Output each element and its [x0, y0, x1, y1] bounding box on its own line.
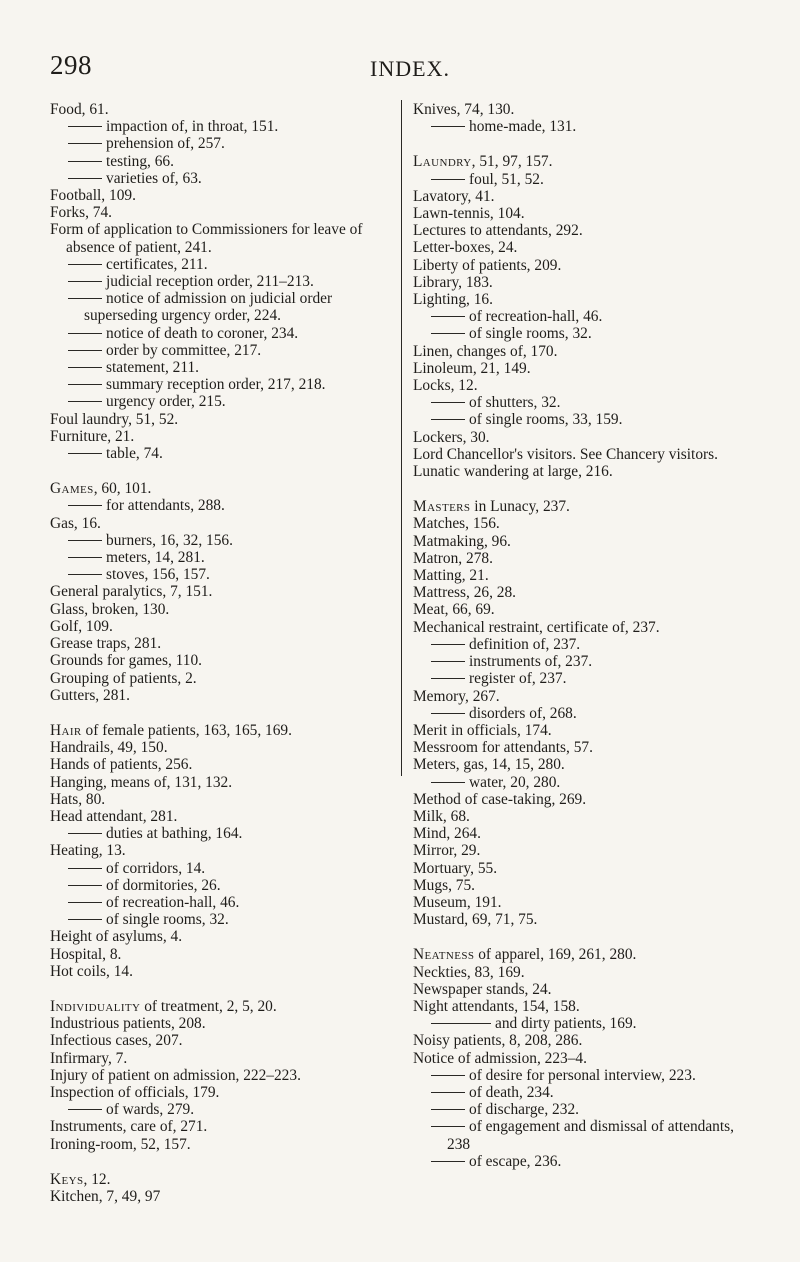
index-subentry	[413, 1084, 759, 1101]
entry-text: Industrious patients, 208.	[50, 1015, 206, 1033]
section-initial-word: Games	[50, 480, 94, 498]
index-subentry	[413, 705, 759, 722]
section-gap	[413, 480, 759, 498]
index-entry	[413, 274, 759, 291]
index-entry	[50, 946, 390, 963]
entry-text: Football, 109.	[50, 187, 136, 205]
entry-text: of single rooms, 32.	[106, 911, 229, 929]
ditto-dash	[68, 919, 102, 920]
index-entry	[413, 1050, 759, 1067]
entry-text: Matches, 156.	[413, 515, 500, 533]
index-entry	[413, 722, 759, 739]
entry-text: Method of case-taking, 269.	[413, 790, 587, 808]
entry-text: Meters, gas, 14, 15, 280.	[413, 756, 565, 774]
index-entry	[413, 688, 759, 705]
index-entry	[50, 1032, 390, 1049]
index-subentry	[50, 1101, 390, 1118]
section-gap	[50, 980, 390, 998]
index-subentry	[50, 566, 390, 583]
index-entry	[50, 411, 390, 428]
entry-text: table, 74.	[106, 445, 163, 463]
entry-text: Linoleum, 21, 149.	[413, 359, 531, 377]
index-entry	[50, 842, 390, 859]
index-entry	[50, 774, 390, 791]
section-gap	[50, 1153, 390, 1171]
entry-text: judicial reception order, 211–213.	[106, 273, 314, 291]
page-number: 298	[50, 50, 92, 80]
index-subentry	[413, 653, 759, 670]
index-entry	[50, 687, 390, 704]
index-subentry	[50, 118, 390, 135]
entry-text: of shutters, 32.	[469, 394, 561, 412]
entry-text: Foul laundry, 51, 52.	[50, 410, 179, 428]
index-entry	[413, 842, 759, 859]
ditto-dash	[68, 833, 102, 834]
section-initial-word: Keys	[50, 1170, 84, 1188]
entry-text: burners, 16, 32, 156.	[106, 531, 233, 549]
section-gap	[50, 704, 390, 722]
entry-text: of death, 234.	[469, 1083, 554, 1101]
ditto-dash	[431, 333, 465, 334]
entry-text: summary reception order, 217, 218.	[106, 376, 326, 394]
index-entry	[413, 911, 759, 928]
index-subentry	[50, 256, 390, 273]
ditto-dash	[68, 574, 102, 575]
index-subentry	[50, 135, 390, 152]
index-entry	[413, 877, 759, 894]
index-subentry	[413, 1101, 759, 1118]
entry-text: Linen, changes of, 170.	[413, 342, 558, 360]
index-subentry	[413, 118, 759, 135]
entry-text: Grounds for games, 110.	[50, 652, 203, 670]
ditto-dash	[431, 644, 465, 645]
entry-text: statement, 211.	[106, 359, 200, 377]
index-subentry	[50, 376, 390, 393]
entry-text: in Lunacy, 237.	[470, 498, 570, 516]
entry-text: home-made, 131.	[469, 118, 577, 136]
index-subentry	[50, 273, 390, 290]
entry-text: Injury of patient on admission, 222–223.	[50, 1066, 301, 1084]
section-initial-word: Hair	[50, 721, 82, 739]
entry-text: Mechanical restraint, certificate of, 237.	[413, 618, 660, 636]
entry-text: Head attendant, 281.	[50, 807, 178, 825]
index-entry	[50, 221, 390, 255]
index-entry	[50, 928, 390, 945]
index-subentry	[50, 549, 390, 566]
entry-text: for attendants, 288.	[106, 497, 225, 515]
ditto-dash	[431, 661, 465, 662]
ditto-dash	[431, 179, 465, 180]
index-subentry	[50, 445, 390, 462]
index-entry	[50, 187, 390, 204]
index-entry	[50, 756, 390, 773]
entry-text: , 12.	[83, 1170, 111, 1188]
index-column-right	[413, 101, 759, 1170]
index-subentry	[50, 532, 390, 549]
ditto-dash	[68, 453, 102, 454]
index-subentry	[50, 359, 390, 376]
entry-text: Meat, 66, 69.	[413, 601, 495, 619]
entry-text: General paralytics, 7, 151.	[50, 583, 213, 601]
entry-text: Mattress, 26, 28.	[413, 584, 517, 602]
ditto-dash	[431, 1075, 465, 1076]
ditto-dash	[68, 281, 102, 282]
index-entry	[413, 825, 759, 842]
entry-text: Lighting, 16.	[413, 291, 493, 309]
entry-text: of desire for personal interview, 223.	[469, 1066, 696, 1084]
entry-text: Ironing-room, 52, 157.	[50, 1135, 191, 1153]
index-entry	[50, 480, 390, 497]
section-initial-word: Individuality	[50, 997, 141, 1015]
index-entry	[413, 291, 759, 308]
index-subentry	[50, 860, 390, 877]
index-entry	[413, 894, 759, 911]
index-entry	[413, 584, 759, 601]
index-subentry	[50, 825, 390, 842]
section-initial-word: Neatness	[413, 946, 475, 964]
entry-text: duties at bathing, 164.	[106, 825, 243, 843]
entry-text: of single rooms, 32.	[469, 325, 592, 343]
entry-text: of single rooms, 33, 159.	[469, 411, 623, 429]
index-subentry	[50, 393, 390, 410]
entry-text: order by committee, 217.	[106, 341, 262, 359]
entry-text: Lectures to attendants, 292.	[413, 222, 583, 240]
entry-text: certificates, 211.	[106, 255, 208, 273]
entry-text: disorders of, 268.	[469, 704, 577, 722]
index-entry	[413, 222, 759, 239]
entry-text: Instruments, care of, 271.	[50, 1118, 208, 1136]
index-entry	[50, 652, 390, 669]
ditto-dash	[68, 505, 102, 506]
entry-text: Memory, 267.	[413, 687, 500, 705]
entry-text: of treatment, 2, 5, 20.	[140, 997, 277, 1015]
index-entry	[50, 1171, 390, 1188]
entry-text: Form of application to Commissioners for leave of absence of patient, 241.	[50, 221, 363, 256]
entry-text: of wards, 279.	[106, 1101, 195, 1119]
index-entry	[50, 722, 390, 739]
ditto-dash	[431, 126, 465, 127]
entry-text: Hospital, 8.	[50, 945, 122, 963]
entry-text: Hanging, means of, 131, 132.	[50, 773, 233, 791]
index-entry	[413, 998, 759, 1015]
index-entry	[413, 463, 759, 480]
ditto-dash	[431, 678, 465, 679]
index-entry	[413, 153, 759, 170]
entry-text: of dormitories, 26.	[106, 876, 221, 894]
entry-text: Hot coils, 14.	[50, 962, 133, 980]
index-entry	[50, 1015, 390, 1032]
index-column-left	[50, 101, 390, 1205]
index-subentry	[50, 290, 390, 324]
index-subentry	[50, 153, 390, 170]
entry-text: Forks, 74.	[50, 204, 112, 222]
ditto-dash	[68, 367, 102, 368]
index-entry	[413, 533, 759, 550]
entry-text: notice of death to coroner, 234.	[106, 324, 299, 342]
ditto-dash	[68, 350, 102, 351]
entry-text: Mugs, 75.	[413, 876, 475, 894]
index-subentry	[50, 911, 390, 928]
index-entry	[413, 257, 759, 274]
entry-text: Lavatory, 41.	[413, 187, 495, 205]
ditto-dash	[68, 143, 102, 144]
entry-text: and dirty patients, 169.	[495, 1015, 637, 1033]
entry-text: Notice of admission, 223–4.	[413, 1049, 587, 1067]
ditto-dash	[68, 902, 102, 903]
entry-text: notice of admission on judicial order superseding urgency order, 224.	[84, 290, 333, 325]
entry-text: of corridors, 14.	[106, 859, 206, 877]
entry-text: Milk, 68.	[413, 807, 470, 825]
entry-text: of recreation-hall, 46.	[106, 893, 240, 911]
index-subentry	[50, 170, 390, 187]
entry-text: Mustard, 69, 71, 75.	[413, 911, 538, 929]
index-subentry	[50, 894, 390, 911]
entry-text: Furniture, 21.	[50, 427, 135, 445]
section-gap	[413, 135, 759, 153]
entry-text: definition of, 237.	[469, 635, 581, 653]
entry-text: Matting, 21.	[413, 567, 489, 585]
ditto-dash	[68, 885, 102, 886]
index-entry	[50, 601, 390, 618]
entry-text: Grouping of patients, 2.	[50, 669, 197, 687]
index-subentry	[413, 1015, 759, 1032]
entry-text: Hats, 80.	[50, 790, 106, 808]
index-entry	[50, 101, 390, 118]
index-entry	[413, 946, 759, 963]
index-entry	[413, 619, 759, 636]
index-subentry	[413, 670, 759, 687]
index-subentry	[413, 394, 759, 411]
entry-text: testing, 66.	[106, 152, 174, 170]
index-entry	[50, 791, 390, 808]
index-subentry	[413, 308, 759, 325]
ditto-dash	[68, 1109, 102, 1110]
entry-text: Noisy patients, 8, 208, 286.	[413, 1032, 583, 1050]
ditto-dash	[68, 401, 102, 402]
index-entry	[413, 101, 759, 118]
index-entry	[50, 739, 390, 756]
entry-text: Matron, 278.	[413, 549, 493, 567]
entry-text: Infectious cases, 207.	[50, 1032, 183, 1050]
ditto-dash	[431, 419, 465, 420]
ditto-dash	[431, 713, 465, 714]
index-subentry	[413, 325, 759, 342]
index-entry	[413, 964, 759, 981]
index-entry	[413, 498, 759, 515]
index-entry	[413, 981, 759, 998]
entry-text: Kitchen, 7, 49, 97	[50, 1187, 161, 1205]
ditto-dash	[68, 384, 102, 385]
ditto-dash	[68, 161, 102, 162]
index-entry	[50, 618, 390, 635]
index-subentry	[413, 636, 759, 653]
entry-text: Locks, 12.	[413, 377, 478, 395]
index-entry	[413, 446, 759, 463]
entry-text: Newspaper stands, 24.	[413, 980, 552, 998]
entry-text: of discharge, 232.	[469, 1101, 579, 1119]
ditto-dash	[68, 540, 102, 541]
index-subentry	[50, 877, 390, 894]
index-entry	[413, 429, 759, 446]
ditto-dash	[68, 264, 102, 265]
index-entry	[413, 188, 759, 205]
index-entry	[50, 583, 390, 600]
entry-text: Matmaking, 96.	[413, 532, 511, 550]
index-subentry	[413, 1067, 759, 1084]
entry-text: Messroom for attendants, 57.	[413, 739, 593, 757]
index-entry	[50, 204, 390, 221]
index-entry	[413, 360, 759, 377]
index-entry	[413, 550, 759, 567]
index-entry	[413, 860, 759, 877]
ditto-dash	[68, 868, 102, 869]
entry-text: of apparel, 169, 261, 280.	[474, 946, 637, 964]
entry-text: Lawn-tennis, 104.	[413, 205, 525, 223]
ditto-dash	[431, 316, 465, 317]
section-initial-word: Masters	[413, 498, 471, 516]
index-entry	[413, 515, 759, 532]
index-subentry	[413, 1118, 759, 1152]
index-entry	[413, 377, 759, 394]
entry-text: impaction of, in throat, 151.	[106, 118, 279, 136]
index-subentry	[413, 171, 759, 188]
section-gap	[50, 462, 390, 480]
entry-text: Height of asylums, 4.	[50, 928, 183, 946]
ditto-dash	[431, 1092, 465, 1093]
entry-text: instruments of, 237.	[469, 653, 593, 671]
entry-text: Lunatic wandering at large, 216.	[413, 463, 613, 481]
entry-text: Gutters, 281.	[50, 686, 130, 704]
index-entry	[50, 515, 390, 532]
index-entry	[413, 567, 759, 584]
ditto-dash	[68, 333, 102, 334]
index-entry	[413, 205, 759, 222]
index-subentry	[50, 342, 390, 359]
entry-text: Golf, 109.	[50, 617, 113, 635]
section-initial-word: Laundry	[413, 153, 472, 171]
ditto-dash	[68, 178, 102, 179]
entry-text: Gas, 16.	[50, 514, 101, 532]
index-entry	[413, 756, 759, 773]
entry-text: Inspection of officials, 179.	[50, 1083, 220, 1101]
entry-text: Library, 183.	[413, 273, 493, 291]
entry-text: of engagement and dismissal of attendants, 238	[447, 1118, 734, 1153]
ditto-dash	[431, 1161, 465, 1162]
index-entry	[413, 739, 759, 756]
index-entry	[50, 1188, 390, 1205]
index-entry	[413, 791, 759, 808]
entry-text: , 51, 97, 157.	[471, 153, 553, 171]
entry-text: Liberty of patients, 209.	[413, 256, 562, 274]
entry-text: Knives, 74, 130.	[413, 101, 515, 118]
index-entry	[413, 1032, 759, 1049]
entry-text: Neckties, 83, 169.	[413, 963, 525, 981]
entry-text: of recreation-hall, 46.	[469, 308, 603, 326]
entry-text: Merit in officials, 174.	[413, 721, 552, 739]
entry-text: Glass, broken, 130.	[50, 600, 170, 618]
entry-text: of female patients, 163, 165, 169.	[81, 721, 292, 739]
section-gap	[413, 928, 759, 946]
index-entry	[50, 1118, 390, 1135]
entry-text: Mind, 264.	[413, 825, 481, 843]
entry-text: Grease traps, 281.	[50, 635, 162, 653]
entry-text: Mirror, 29.	[413, 842, 481, 860]
entry-text: Mortuary, 55.	[413, 859, 498, 877]
ditto-dash	[431, 1023, 491, 1024]
entry-text: Night attendants, 154, 158.	[413, 997, 580, 1015]
entry-text: Handrails, 49, 150.	[50, 739, 168, 757]
index-entry	[50, 670, 390, 687]
entry-text: Lockers, 30.	[413, 428, 490, 446]
ditto-dash	[431, 402, 465, 403]
index-entry	[50, 635, 390, 652]
ditto-dash	[68, 298, 102, 299]
entry-text: meters, 14, 281.	[106, 549, 205, 567]
entry-text: foul, 51, 52.	[469, 170, 544, 188]
index-entry	[413, 239, 759, 256]
entry-text: Food, 61.	[50, 101, 109, 118]
entry-text: Museum, 191.	[413, 893, 502, 911]
index-subentry	[413, 1153, 759, 1170]
index-entry	[50, 808, 390, 825]
index-subentry	[50, 325, 390, 342]
ditto-dash	[431, 1126, 465, 1127]
index-entry	[50, 1067, 390, 1084]
ditto-dash	[68, 557, 102, 558]
index-subentry	[413, 774, 759, 791]
entry-text: of escape, 236.	[469, 1152, 562, 1170]
entry-text: Infirmary, 7.	[50, 1049, 128, 1067]
entry-text: , 60, 101.	[93, 480, 152, 498]
entry-text: stoves, 156, 157.	[106, 566, 210, 584]
index-entry	[50, 998, 390, 1015]
entry-text: Hands of patients, 256.	[50, 756, 193, 774]
entry-text: urgency order, 215.	[106, 393, 226, 411]
index-entry	[50, 428, 390, 445]
index-subentry	[50, 497, 390, 514]
entry-text: Lord Chancellor's visitors. See Chancery visitors.	[413, 445, 718, 463]
entry-text: Heating, 13.	[50, 842, 126, 860]
index-entry	[50, 1050, 390, 1067]
entry-text: water, 20, 280.	[469, 773, 561, 791]
column-divider	[401, 100, 402, 776]
index-entry	[413, 808, 759, 825]
index-entry	[50, 1136, 390, 1153]
entry-text: varieties of, 63.	[106, 169, 202, 187]
page-title: INDEX.	[370, 56, 450, 81]
index-entry	[50, 963, 390, 980]
ditto-dash	[431, 1109, 465, 1110]
index-entry	[50, 1084, 390, 1101]
entry-text: register of, 237.	[469, 670, 567, 688]
ditto-dash	[431, 782, 465, 783]
entry-text: prehension of, 257.	[106, 135, 225, 153]
index-subentry	[413, 411, 759, 428]
entry-text: Letter-boxes, 24.	[413, 239, 518, 257]
ditto-dash	[68, 126, 102, 127]
index-entry	[413, 601, 759, 618]
index-entry	[413, 343, 759, 360]
